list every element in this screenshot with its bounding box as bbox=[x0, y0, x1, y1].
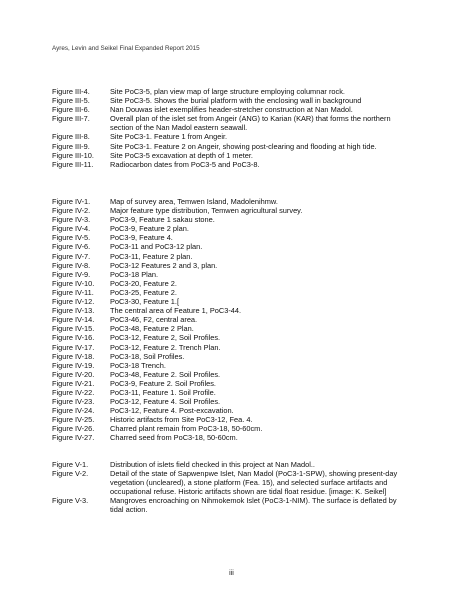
figure-caption: PoC3-18 Trench. bbox=[110, 360, 166, 370]
list-item bbox=[52, 114, 412, 132]
figure-number: Figure IV-2. bbox=[52, 206, 91, 216]
list-item bbox=[52, 206, 412, 215]
list-item bbox=[52, 279, 412, 288]
list-item bbox=[52, 361, 412, 370]
figure-number: Figure IV-12. bbox=[52, 297, 95, 307]
figure-caption: PoC3-18, Soil Profiles. bbox=[110, 351, 185, 361]
list-item bbox=[52, 151, 412, 160]
figure-number: Figure IV-3. bbox=[52, 215, 91, 225]
list-item bbox=[52, 160, 412, 169]
figure-caption: Site PoC3-5, plan view map of large structure employing columnar rock. bbox=[110, 87, 345, 96]
figure-caption: Overall plan of the islet set from Angeir (ANG) to Karian (KAR) that forms the northern section of the Nan Madol eastern seawall. bbox=[110, 114, 391, 133]
figure-caption: Distribution of islets field checked in this project at Nan Madol.. bbox=[110, 460, 315, 469]
list-item bbox=[52, 415, 412, 424]
figure-number: Figure IV-18. bbox=[52, 351, 95, 361]
figure-number: Figure IV-27. bbox=[52, 433, 95, 443]
list-item bbox=[52, 215, 412, 224]
figure-caption: PoC3-18 Plan. bbox=[110, 269, 159, 279]
list-item bbox=[52, 406, 412, 415]
figure-caption: Site PoC3-5. Shows the burial platform with the enclosing wall in background bbox=[110, 96, 362, 106]
figure-caption: PoC3-11, Feature 1. Soil Profile. bbox=[110, 387, 216, 397]
figure-caption: PoC3-11 and PoC3-12 plan. bbox=[110, 242, 203, 252]
figure-number: Figure V-1. bbox=[52, 460, 89, 469]
figure-caption: Detail of the state of Sapwenpwe Islet, Nan Madol (PoC3-1-SPW), showing present-day vegetation (uncleared), a stone platform (Fea. 15), and selected surface artifacts and occupational refuse. Historic artifacts shown are tidal float residue. [image: K. Seikel] bbox=[110, 469, 398, 497]
figure-caption: Site PoC3-5 excavation at depth of 1 meter. bbox=[110, 150, 253, 160]
list-item bbox=[52, 306, 412, 315]
figure-number: Figure III-4. bbox=[52, 87, 90, 96]
list-item bbox=[52, 261, 412, 270]
figure-caption: PoC3-48, Feature 2. Soil Profiles. bbox=[110, 369, 221, 379]
figure-list-chapter-5 bbox=[52, 460, 412, 515]
figure-number: Figure III-9. bbox=[52, 141, 90, 151]
figure-number: Figure IV-17. bbox=[52, 342, 95, 352]
figure-number: Figure IV-1. bbox=[52, 197, 91, 206]
list-item bbox=[52, 424, 412, 433]
figure-caption: PoC3-12 Features 2 and 3, plan. bbox=[110, 260, 218, 270]
figure-caption: Mangroves encroaching on Nihmokemok Islet (PoC3-1-NIM). The surface is deflated by tidal action. bbox=[110, 496, 397, 515]
list-item bbox=[52, 87, 412, 96]
list-item bbox=[52, 324, 412, 333]
list-item bbox=[52, 343, 412, 352]
figure-caption: PoC3-46, F2, central area. bbox=[110, 315, 198, 325]
figure-number: Figure IV-11. bbox=[52, 287, 94, 297]
figure-caption: PoC3-9, Feature 1 sakau stone. bbox=[110, 215, 215, 225]
figure-list-chapter-3 bbox=[52, 87, 412, 169]
figure-number: Figure IV-6. bbox=[52, 242, 91, 252]
figure-number: Figure IV-25. bbox=[52, 415, 95, 425]
list-item bbox=[52, 460, 412, 469]
figure-number: Figure III-10. bbox=[52, 150, 94, 160]
list-item bbox=[52, 297, 412, 306]
figure-number: Figure IV-21. bbox=[52, 378, 95, 388]
figure-number: Figure IV-9. bbox=[52, 269, 91, 279]
list-item bbox=[52, 233, 412, 242]
running-header: Ayres, Levin and Seikel Final Expanded Report 2015 bbox=[52, 45, 200, 52]
list-item bbox=[52, 132, 412, 141]
figure-caption: PoC3-12, Feature 2. Trench Plan. bbox=[110, 342, 221, 352]
figure-caption: Site PoC3-1. Feature 1 from Angeir. bbox=[110, 132, 228, 142]
figure-caption: PoC3-9, Feature 4. bbox=[110, 233, 173, 243]
list-item bbox=[52, 370, 412, 379]
figure-number: Figure IV-13. bbox=[52, 306, 95, 316]
figure-number: Figure IV-19. bbox=[52, 360, 95, 370]
figure-caption: PoC3-12, Feature 4. Post-excavation. bbox=[110, 406, 234, 416]
list-item bbox=[52, 242, 412, 251]
figure-number: Figure IV-14. bbox=[52, 315, 95, 325]
page-number: iii bbox=[229, 570, 234, 577]
list-item bbox=[52, 142, 412, 151]
list-item bbox=[52, 333, 412, 342]
figure-caption: PoC3-11, Feature 2 plan. bbox=[110, 251, 193, 261]
figure-number: Figure IV-7. bbox=[52, 251, 91, 261]
figure-number: Figure IV-15. bbox=[52, 324, 95, 334]
figure-number: Figure V-3. bbox=[52, 496, 89, 506]
list-item bbox=[52, 433, 412, 442]
list-item bbox=[52, 288, 412, 297]
list-item bbox=[52, 315, 412, 324]
figure-number: Figure IV-20. bbox=[52, 369, 95, 379]
figure-caption: PoC3-9, Feature 2. Soil Profiles. bbox=[110, 378, 216, 388]
figure-caption: PoC3-9, Feature 2 plan. bbox=[110, 224, 189, 234]
list-item bbox=[52, 379, 412, 388]
figure-caption: Historic artifacts from Site PoC3-12, Fea. 4. bbox=[110, 415, 253, 425]
figure-number: Figure III-6. bbox=[52, 105, 90, 115]
figure-caption: Radiocarbon dates from PoC3-5 and PoC3-8. bbox=[110, 159, 260, 169]
figure-number: Figure IV-26. bbox=[52, 424, 95, 434]
figure-caption: PoC3-30, Feature 1.[ bbox=[110, 297, 180, 307]
list-item bbox=[52, 224, 412, 233]
figure-caption: PoC3-25, Feature 2. bbox=[110, 287, 177, 297]
figure-number: Figure IV-8. bbox=[52, 260, 91, 270]
figure-number: Figure IV-10. bbox=[52, 278, 95, 288]
figure-caption: Major feature type distribution, Temwen agricultural survey. bbox=[110, 206, 303, 216]
figure-caption: Site PoC3-1. Feature 2 on Angeir, showing post-clearing and flooding at high tide. bbox=[110, 141, 377, 151]
figure-number: Figure III-7. bbox=[52, 114, 90, 124]
figure-caption: The central area of Feature 1, PoC3-44. bbox=[110, 306, 242, 316]
figure-caption: PoC3-12, Feature 4. Soil Profiles. bbox=[110, 397, 221, 407]
list-item bbox=[52, 252, 412, 261]
figure-number: Figure IV-23. bbox=[52, 397, 95, 407]
figure-number: Figure V-2. bbox=[52, 469, 89, 479]
list-item bbox=[52, 352, 412, 361]
list-item bbox=[52, 197, 412, 206]
figure-caption: PoC3-20, Feature 2. bbox=[110, 278, 177, 288]
list-item bbox=[52, 105, 412, 114]
figure-number: Figure III-5. bbox=[52, 96, 90, 106]
figure-number: Figure III-11. bbox=[52, 159, 94, 169]
figure-list-chapter-4 bbox=[52, 197, 412, 443]
list-item bbox=[52, 397, 412, 406]
list-item bbox=[52, 496, 412, 514]
figure-caption: Map of survey area, Temwen Island, Madolenihmw. bbox=[110, 197, 278, 206]
list-item bbox=[52, 270, 412, 279]
figure-caption: Charred seed from PoC3-18, 50-60cm. bbox=[110, 433, 238, 443]
figure-caption: Nan Douwas islet exemplifies header-stretcher construction at Nan Madol. bbox=[110, 105, 353, 115]
figure-number: Figure IV-24. bbox=[52, 406, 95, 416]
figure-number: Figure IV-5. bbox=[52, 233, 91, 243]
list-item bbox=[52, 388, 412, 397]
figure-caption: PoC3-12, Feature 2, Soil Profiles. bbox=[110, 333, 221, 343]
figure-number: Figure III-8. bbox=[52, 132, 90, 142]
figure-number: Figure IV-22. bbox=[52, 387, 95, 397]
figure-number: Figure IV-4. bbox=[52, 224, 91, 234]
list-item bbox=[52, 96, 412, 105]
list-item bbox=[52, 469, 412, 496]
figure-caption: Charred plant remain from PoC3-18, 50-60cm. bbox=[110, 424, 263, 434]
figure-caption: PoC3-48, Feature 2 Plan. bbox=[110, 324, 194, 334]
figure-number: Figure IV-16. bbox=[52, 333, 95, 343]
